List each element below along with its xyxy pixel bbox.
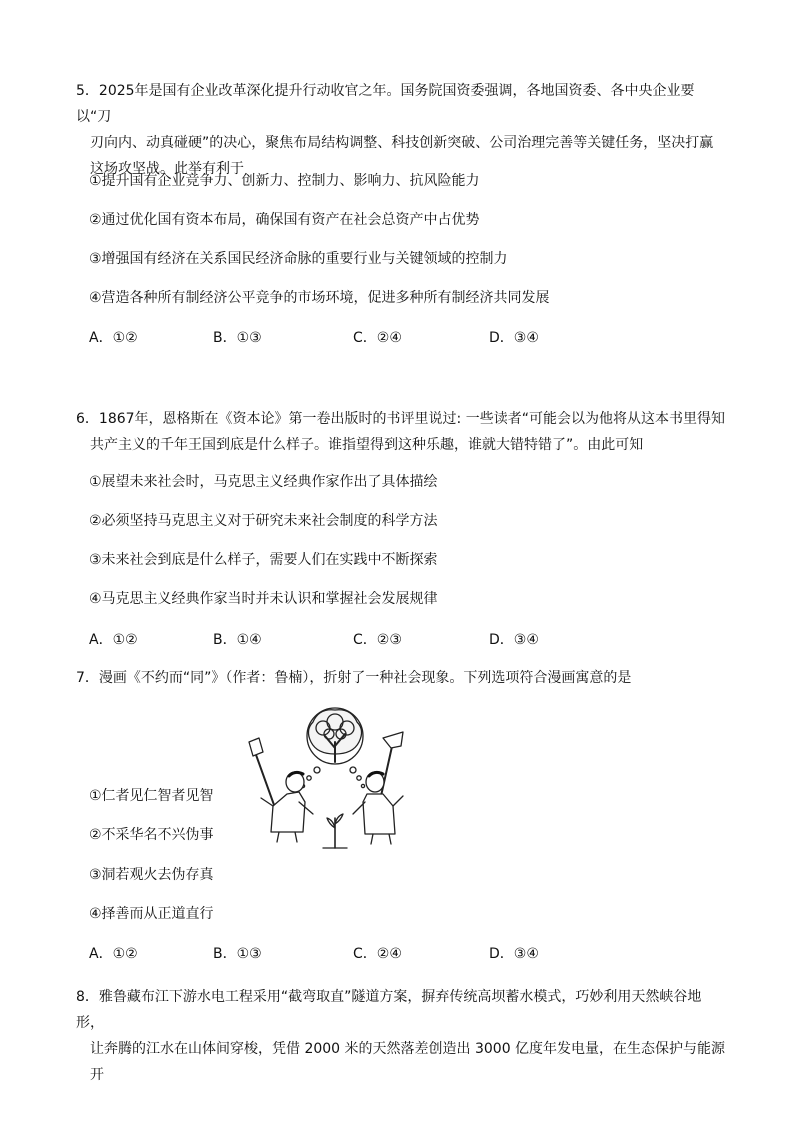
- option-4: ④营造各种所有制经济公平竞争的市场环境，促进多种所有制经济共同发展: [89, 290, 550, 306]
- choice-b[interactable]: B．①③: [213, 330, 262, 346]
- option-4: ④马克思主义经典作家当时并未认识和掌握社会发展规律: [89, 591, 438, 607]
- choice-c[interactable]: C．②③: [353, 632, 402, 648]
- choice-d[interactable]: D．③④: [489, 632, 539, 648]
- choice-a[interactable]: A．①②: [89, 632, 138, 648]
- choice-a[interactable]: A．①②: [89, 330, 138, 346]
- stem-line: 这场攻坚战。此举有利于: [90, 161, 244, 177]
- option-3: ③未来社会到底是什么样子，需要人们在实践中不断探索: [89, 552, 438, 568]
- stem-line: 雅鲁藏布江下游水电工程采用“截弯取直”隧道方案，摒弃传统高坝蓄水模式，巧妙利用天然峡谷地形，: [76, 989, 702, 1031]
- choice-a[interactable]: A．①②: [89, 946, 138, 962]
- choice-c[interactable]: C．②④: [353, 330, 402, 346]
- stem-line: 刃向内、动真碰硬”的决心，聚焦布局结构调整、科技创新突破、公司治理完善等关键任务，坚决打赢: [90, 135, 714, 151]
- choice-c[interactable]: C．②④: [353, 946, 402, 962]
- question-number: 8．: [76, 989, 99, 1005]
- question-number: 5．: [76, 83, 99, 99]
- option-1: ①展望未来社会时，马克思主义经典作家作出了具体描绘: [89, 474, 438, 490]
- question-number: 7．: [76, 670, 99, 686]
- question-7-stem: [76, 665, 726, 691]
- stem-line: 共产主义的千年王国到底是什么样子。谁指望得到这种乐趣，谁就大错特错了”。由此可知: [90, 437, 644, 453]
- option-3: ③增强国有经济在关系国民经济命脉的重要行业与关键领域的控制力: [89, 251, 508, 267]
- question-8-stem: [76, 984, 726, 1088]
- option-2: ②必须坚持马克思主义对于研究未来社会制度的科学方法: [89, 513, 438, 529]
- option-4: ④择善而从正道直行: [89, 906, 214, 922]
- option-2: ②通过优化国有资本布局，确保国有资产在社会总资产中占优势: [89, 212, 480, 228]
- question-number: 6．: [76, 411, 99, 427]
- option-3: ③洞若观火去伪存真: [89, 867, 214, 883]
- stem-line: 让奔腾的江水在山体间穿梭，凭借 2000 米的天然落差创造出 3000 亿度年发电量，在生态保护与能源开: [90, 1041, 726, 1083]
- choice-b[interactable]: B．①③: [213, 946, 262, 962]
- question-5-stem: [76, 78, 726, 182]
- stem-line: 1867年，恩格斯在《资本论》第一卷出版时的书评里说过: 一些读者“可能会以为他将从这本书里得知: [98, 411, 725, 427]
- stem-line: 2025年是国有企业改革深化提升行动收官之年。国务院国资委强调，各地国资委、各中央企业要以“刀: [76, 83, 695, 125]
- option-1: ①仁者见仁智者见智: [89, 788, 214, 804]
- choice-d[interactable]: D．③④: [489, 946, 539, 962]
- stem-line: 漫画《不约而“同”》（作者：鲁楠），折射了一种社会现象。下列选项符合漫画寓意的是: [98, 670, 632, 686]
- option-1: ①提升国有企业竞争力、创新力、控制力、影响力、抗风险能力: [89, 173, 480, 189]
- cartoon-illustration: [243, 702, 415, 852]
- question-6-stem: [76, 406, 726, 458]
- choice-d[interactable]: D．③④: [489, 330, 539, 346]
- option-2: ②不采华名不兴伪事: [89, 827, 214, 843]
- choice-b[interactable]: B．①④: [213, 632, 262, 648]
